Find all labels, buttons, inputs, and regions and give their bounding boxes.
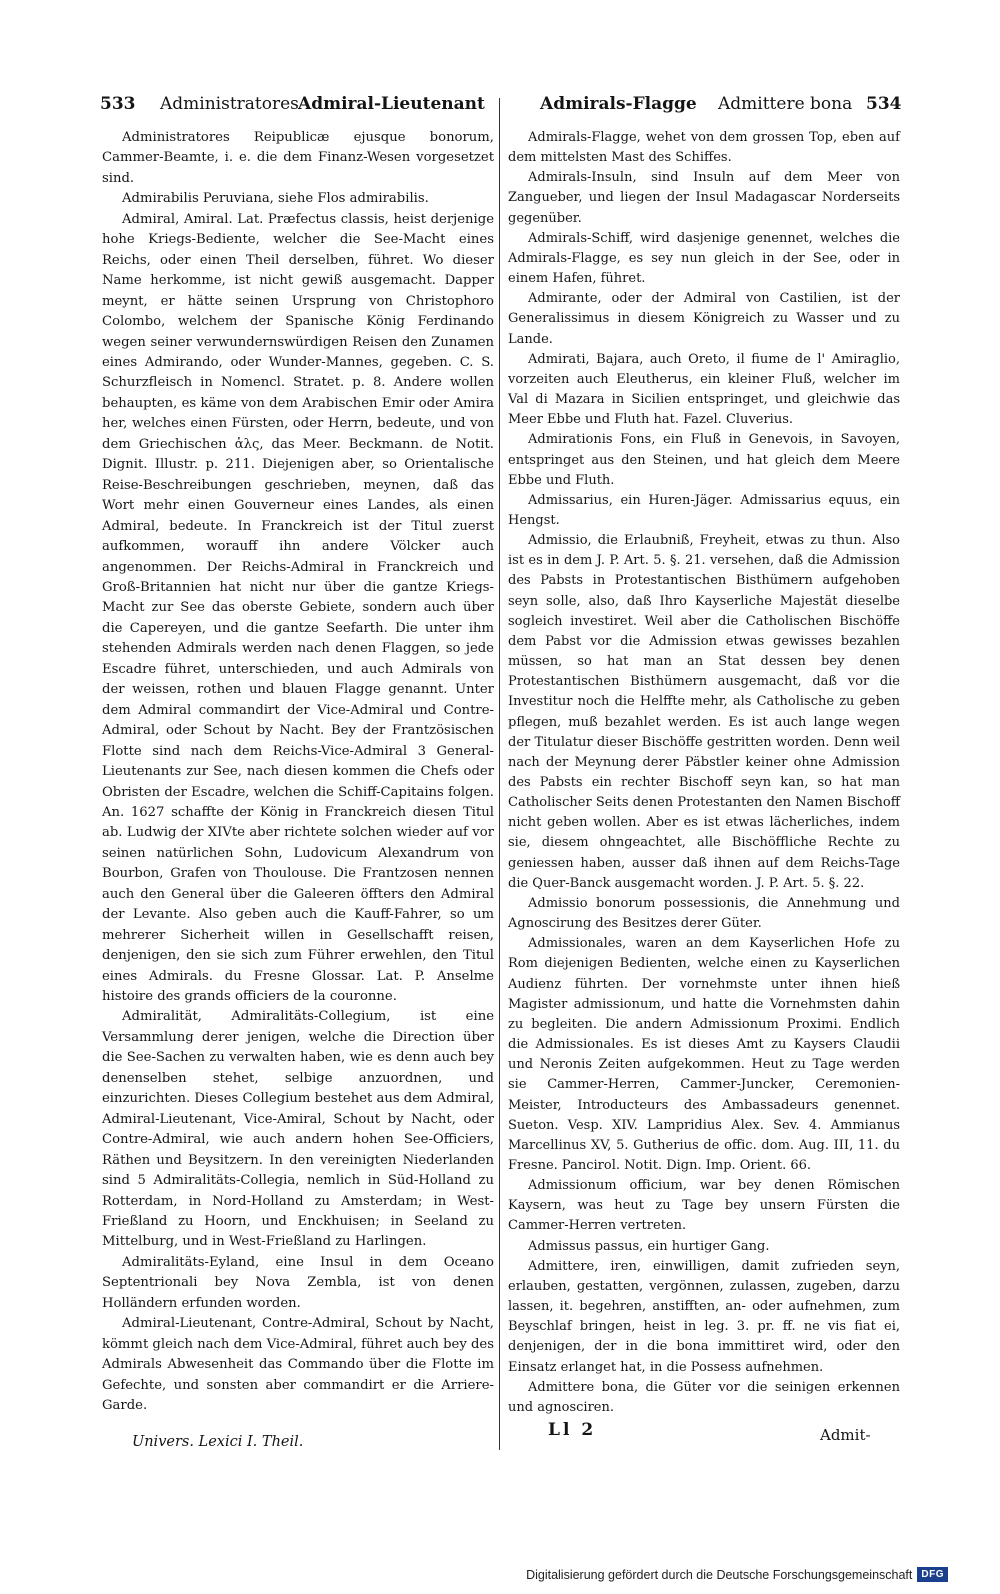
left-header-term-1: Administratores [160,94,299,114]
credit-text: Digitalisierung gefördert durch die Deutsche Forschungsgemeinschaft [526,1567,913,1582]
digitization-credit [526,1567,948,1582]
entry-admissionales: Admissionales, waren an dem Kayserlichen Hofe zu Rom diejenigen Bedienten, welche einen zu Kayserlichen Audienz führten. Der vornehmste unter ihnen hieß Magister admissionum, und hatte die Vornehmsten dahin zu begleiten. Die andern Admissionum Proximi. Endlich die Admissionales. Es ist dieses Amt zu Kaysers Claudii und Neronis Zeiten aufgekommen. Heut zu Tage werden sie Cammer-Herren, Cammer-Juncker, Ceremonien-Meister, Introducteurs des Ambassadeurs genennet. Sueton. Vesp. XIV. Lampridius Alex. Sev. 4. Ammianus Marcellinus XV, 5. Gutherius de offic. dom. Aug. III, 11. du Fresne. Pancirol. Notit. Dign. Imp. Orient. 66. [508,936,900,1173]
entry-admirationis-fons: Admirationis Fons, ein Fluß in Genevois, in Savoyen, entspringet aus den Steinen, und hat gleich dem Meere Ebbe und Fluth. [508,432,900,488]
column-divider [499,98,500,1450]
left-page-number: 533 [100,94,136,114]
catchword: Admit- [820,1426,871,1444]
dfg-logo: DFG [917,1567,948,1582]
entry-admittere: Admittere, iren, einwilligen, damit zufrieden seyn, erlauben, gestatten, vergönnen, zulassen, zugeben, darzu lassen, it. begehren, anstifften, an- oder aufnehmen, zum Beyschlaf bringen, heist in leg. 3. pr. ff. ne vis fiat ei, denjenigen, der in die bona immittiret wird, oder den Einsatz erlanget hat, in die Possess aufnehmen. [508,1258,900,1375]
entry-admissio: Admissio, die Erlaubniß, Freyheit, etwas zu thun. Also ist es in dem J. P. Art. 5. §. 21. versehen, daß die Admission des Pabsts in Protestantischen Bisthümern aufgehoben seyn solle, also, daß Ihro Kayserliche Majestät dieselbe sogleich investiret. Weil aber die Catholischen Bischöffe dem Pabst vor die Admission etwas gewisses bezahlen müssen, so hat man an Stat dessen bey denen Protestantischen Bisthümern ausgemacht, daß vor die Investitur noch die Helffte mehr, als Catholische zu geben pflegen, muß bezahlet werden. Es ist auch lange wegen der Titulatur dieser Bischöffe gestritten worden. Denn weil nach der Meynung derer Päbstler keiner ohne Admission des Pabsts ein rechter Bischoff seyn kan, so hat man Catholischer Seits denen Protestanten den Namen Bischoff nicht geben wollen. Aber es ist etwas lächerliches, indem sie, diesem ohngeachtet, alle Bischöffliche Rechte zu geniessen haben, ausser daß ihnen auf dem Reichs-Tage die Quer-Banck ausgemacht worden. J. P. Art. 5. §. 22. [508,533,900,891]
entry-admirante: Admirante, oder der Admiral von Castilien, ist der Generalissimus in diesem Königreich zu Wasser und zu Lande. [508,291,900,347]
entry-admiralitaet: Admiralität, Admiralitäts-Collegium, ist eine Versammlung derer jenigen, welche die Direction über die See-Sachen zu verwalten haben, wie es denn auch bey denenselben stehet, selbige anzuordnen, und einzurichten. Dieses Collegium bestehet aus dem Admiral, Admiral-Lieutenant, Vice-Amiral, Schout by Nacht, oder Contre-Admiral, wie auch andern hohen See-Officiers, Räthen und Beysitzern. In den vereinigten Niederlanden sind 5 Admiralitäts-Collegia, nemlich in Süd-Holland zu Rotterdam, in Nord-Holland zu Amsterdam; in West-Frießland zu Hoorn, und Enckhuisen; in Seeland zu Mittelburg, und in West-Frießland zu Harlingen. [102,1009,495,1250]
left-header-term-2: Admiral-Lieutenant [298,94,485,114]
entry-admirals-flagge: Admirals-Flagge, wehet von dem grossen Top, eben auf dem mittelsten Mast des Schiffes. [508,130,900,166]
right-page-number: 534 [866,94,902,114]
entry-admirals-schiff: Admirals-Schiff, wird dasjenige genennet, welches die Admirals-Flagge, es sey nun gleich in der See, oder in einem Hafen, führet. [508,230,900,287]
left-column [102,128,494,1417]
entry-administratores: Administratores Reipublicæ ejusque bonorum, Cammer-Beamte, i. e. die dem Finanz-Wesen vorgesetzet sind. [102,130,494,186]
entry-admiral-lieutenant: Admiral-Lieutenant, Contre-Admiral, Schout by Nacht, kömmt gleich nach dem Vice-Admiral, führet auch bey des Admirals Abwesenheit das Commando über die Flotte im Gefechte, und sonsten aber commandirt er die Arriere-Garde. [102,1316,494,1414]
entry-admirabilis: Admirabilis Peruviana, siehe Flos admirabilis. [122,191,429,207]
signature-mark: Ll 2 [548,1420,597,1440]
entry-admiralitaets-eyland: Admiralitäts-Eyland, eine Insul in dem Oceano Septentrionali bey Nova Zembla, ist von denen Holländern erfunden worden. [102,1254,494,1311]
signature-line: Univers. Lexici I. Theil. [132,1434,304,1450]
entry-admissarius: Admissarius, ein Huren-Jäger. Admissarius equus, ein Hengst. [508,492,900,528]
entry-admirati: Admirati, Bajara, auch Oreto, il fiume de l' Amiraglio, vorzeiten auch Eleutherus, ein kleiner Fluß, welcher im Val di Mazara in Sicilien entspringet, und gleichwie das Meer Ebbe und Fluth hat. Fazel. Cluverius. [508,351,900,428]
entry-admirals-insuln: Admirals-Insuln, sind Insuln auf dem Meer von Zangueber, und liegen der Insul Madagascar Norderseits gegenüber. [508,170,900,226]
entry-admissus-passus: Admissus passus, ein hurtiger Gang. [528,1238,770,1254]
entry-admittere-bona: Admittere bona, die Güter vor die seinigen erkennen und agnosciren. [508,1379,900,1415]
entry-admissionum-officium: Admissionum officium, war bey denen Römischen Kaysern, was heut zu Tage bey unsern Fürsten die Cammer-Herren vertreten. [508,1178,900,1234]
right-column [508,128,900,1418]
entry-admiral: Admiral, Amiral. Lat. Præfectus classis, heist derjenige hohe Kriegs-Bediente, welcher die See-Macht eines Reichs, oder einen Theil derselben, führet. Wo dieser Name herkomme, ist nicht gewiß ausgemacht. Dapper meynt, er hätte seinen Ursprung von Christophoro Colombo, welchem der Spanische König Ferdinando wegen seiner verwundernswürdigen Reisen den Zunamen eines Admirando, oder Wunder-Mannes, gegeben. C. S. Schurzfleisch in Nomencl. Stratet. p. 8. Andere wollen behaupten, es käme von dem Arabischen Emir oder Amira her, welches einen Fürsten, oder Herrn, bedeute, und von dem Griechischen ἁλς, das Meer. Beckmann. de Notit. Dignit. Illustr. p. 211. Diejenigen aber, so Orientalische Reise-Beschreibungen geschrieben, meynen, daß das Wort mehr einen Gouverneur eines Landes, als einen Admiral, bedeute. In Franckreich ist der Titul zuerst aufkommen, worauff ihn andere Völcker auch angenommen. Der Reichs-Admiral in Franckreich und Groß-Britannien hat nicht nur über die gantze Kriegs-Macht zur See das oberste Gebiete, sondern auch über die Capereyen, und die gantze Seefarth. Die unter ihm stehenden Admirals werden nach denen Flaggen, so jede Escadre führet, unterschieden, und auch Admirals von der weissen, rothen und blauen Flagge genannt. Unter dem Admiral commandirt der Vice-Admiral und Contre-Admiral, oder Schout by Nacht. Bey der Frantzösischen Flotte sind nach dem Reichs-Vice-Admiral 3 General-Lieutenants zur See, nach diesen kommen die Chefs oder Obristen der Escadre, welchen die Schiff-Capitains folgen. An. 1627 schaffte der König in Franckreich diesen Titul ab. Ludwig der XIVte aber richtete solchen wieder auf vor seinen natürlichen Sohn, Ludovicum Alexandrum von Bourbon, Grafen von Thoulouse. Die Frantzosen nennen auch den General über die Galeeren öffters den Admiral der Levante. Also geben auch die Kauff-Fahrer, so um mehrerer Sicherheit willen in Gesellschafft reisen, denjenigen, den sie sich zum Führer erwehlen, den Titul eines Admirals. du Fresne Glossar. Lat. P. Anselme histoire des grands officiers de la couronne. [102,211,494,1005]
entry-admissio-bonorum: Admissio bonorum possessionis, die Annehmung und Agnoscirung des Besitzes derer Güter. [508,895,900,932]
right-header-term-1: Admirals-Flagge [540,94,697,114]
running-header [100,94,900,124]
right-header-term-2: Admittere bona [718,94,853,114]
